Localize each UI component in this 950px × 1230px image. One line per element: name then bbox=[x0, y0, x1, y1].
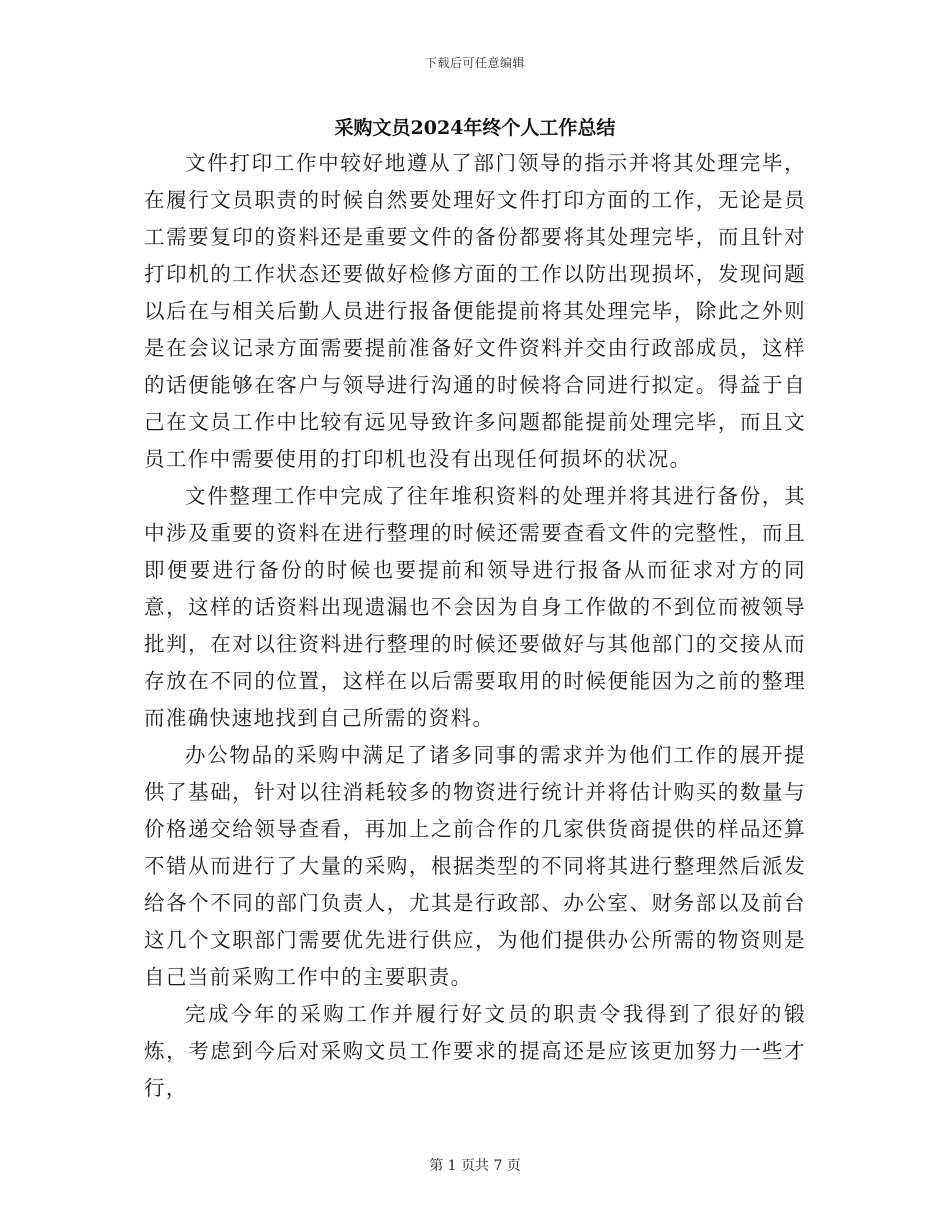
paragraph: 文件整理工作中完成了往年堆积资料的处理并将其进行备份，其中涉及重要的资料在进行整理的时候还需要查看文件的完整性，而且即便要进行备份的时候也要提前和领导进行报备从而征求对方的同意，这样的话资料出现遗漏也不会因为自身工作做的不到位而被领导批判，在对以往资料进行整理的时候还要做好与其他部门的交接从而存放在不同的位置，这样在以后需要取用的时候便能因为之前的整理而准确快速地找到自己所需的资料。 bbox=[144, 484, 806, 730]
paragraph: 办公物品的采购中满足了诸多同事的需求并为他们工作的展开提供了基础，针对以往消耗较多的物资进行统计并将估计购买的数量与价格递交给领导查看，再加上之前合作的几家供货商提供的样品还算不错从而进行了大量的采购，根据类型的不同将其进行整理然后派发给各个不同的部门负责人，尤其是行政部、办公室、财务部以及前台这几个文职部门需要优先进行供应，为他们提供办公所需的物资则是自己当前采购工作中的主要职责。 bbox=[144, 743, 806, 989]
document-title: 采购文员2024年终个人工作总结 bbox=[334, 117, 616, 139]
document-body bbox=[144, 145, 806, 1107]
page-number: 第 1 页共 7 页 bbox=[429, 1158, 521, 1174]
paragraph: 完成今年的采购工作并履行好文员的职责令我得到了很好的锻炼，考虑到今后对采购文员工作要求的提高还是应该更加努力一些才行， bbox=[144, 1002, 806, 1100]
header-note: 下载后可任意编辑 bbox=[424, 56, 525, 70]
paragraph: 文件打印工作中较好地遵从了部门领导的指示并将其处理完毕，在履行文员职责的时候自然要处理好文件打印方面的工作，无论是员工需要复印的资料还是重要文件的备份都要将其处理完毕，而且针对打印机的工作状态还要做好检修方面的工作以防出现损坏，发现问题以后在与相关后勤人员进行报备便能提前将其处理完毕，除此之外则是在会议记录方面需要提前准备好文件资料并交由行政部成员，这样的话便能够在客户与领导进行沟通的时候将合同进行拟定。得益于自己在文员工作中比较有远见导致许多问题都能提前处理完毕，而且文员工作中需要使用的打印机也没有出现任何损坏的状况。 bbox=[144, 151, 806, 471]
